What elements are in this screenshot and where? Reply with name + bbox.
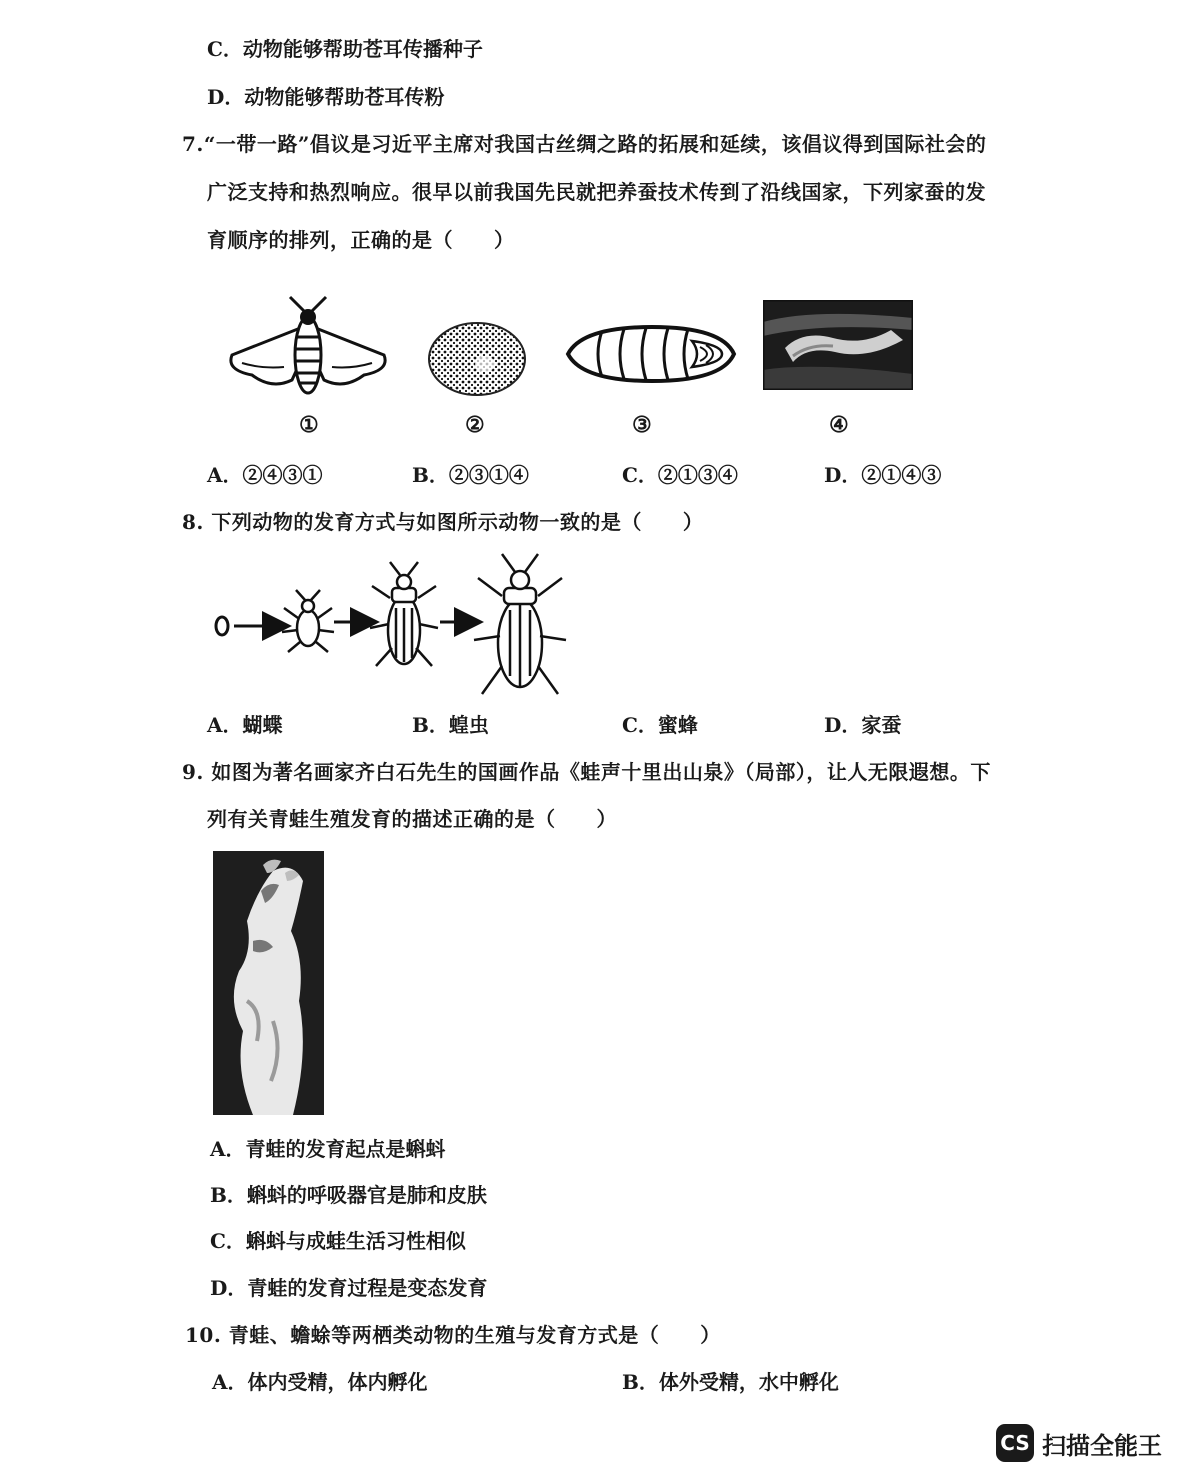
q9-option-c: C．蝌蚪与成蛙生活习性相似 — [210, 1229, 466, 1253]
q10-option-b: B．体外受精，水中孵化 — [622, 1370, 839, 1394]
q8-option-a: A．蝴蝶 — [207, 713, 283, 737]
eggs-figure — [425, 320, 530, 398]
q9-option-a: A．青蛙的发育起点是蝌蚪 — [210, 1137, 446, 1161]
figure-label-2: ② — [465, 412, 485, 438]
q9-option-b: B．蝌蚪的呼吸器官是肺和皮肤 — [210, 1183, 487, 1207]
q7-option-b: B．②③①④ — [412, 463, 529, 487]
q9-option-d: D．青蛙的发育过程是变态发育 — [210, 1276, 488, 1300]
q9-line-2: 列有关青蛙生殖发育的描述正确的是（ ） — [207, 807, 617, 831]
pupa-figure — [562, 323, 740, 385]
q7-option-c: C．②①③④ — [622, 463, 738, 487]
q10-line: 10. 青蛙、蟾蜍等两栖类动物的生殖与发育方式是（ ） — [185, 1323, 721, 1347]
q7-line-2: 广泛支持和热烈响应。很早以前我国先民就把养蚕技术传到了沿线国家，下列家蚕的发 — [207, 180, 986, 204]
figure-label-1: ① — [299, 412, 319, 438]
q7-option-a: A．②④③① — [207, 463, 323, 487]
watermark-text: 扫描全能王 — [1042, 1431, 1162, 1460]
figure-label-3: ③ — [632, 412, 652, 438]
q8-option-d: D．家蚕 — [824, 713, 902, 737]
q7-option-d: D．②①④③ — [824, 463, 942, 487]
q9-line-1: 9. 如图为著名画家齐白石先生的国画作品《蛙声十里出山泉》（局部），让人无限遐想。下 — [182, 760, 991, 784]
q8-option-b: B．蝗虫 — [412, 713, 489, 737]
painting-figure — [213, 851, 324, 1115]
cs-logo-icon: CS — [996, 1424, 1034, 1462]
moth-figure — [222, 295, 394, 400]
insect-development-figure — [210, 548, 580, 698]
scanner-watermark — [996, 1424, 1162, 1462]
figure-label-4: ④ — [829, 412, 849, 438]
larva-figure — [763, 300, 913, 390]
q8-option-c: C．蜜蜂 — [622, 713, 698, 737]
q7-line-3: 育顺序的排列，正确的是（ ） — [207, 228, 515, 252]
q8-line: 8. 下列动物的发育方式与如图所示动物一致的是（ ） — [182, 510, 704, 534]
q10-option-a: A．体内受精，体内孵化 — [212, 1370, 428, 1394]
q7-line-1: 7.“一带一路”倡议是习近平主席对我国古丝绸之路的拓展和延续，该倡议得到国际社会的 — [182, 132, 987, 156]
option-c-prev: C．动物能够帮助苍耳传播种子 — [207, 37, 483, 61]
option-d-prev: D．动物能够帮助苍耳传粉 — [207, 85, 445, 109]
